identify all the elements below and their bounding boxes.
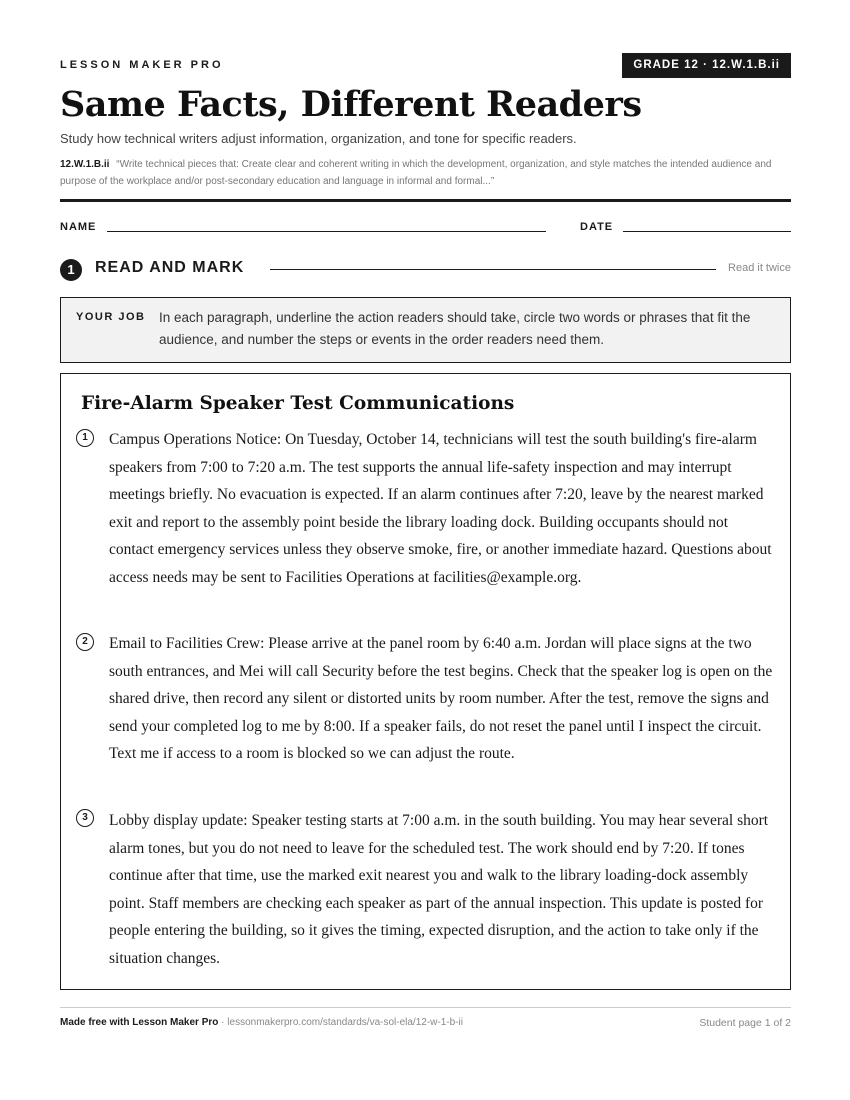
section-note: Read it twice [728, 262, 791, 274]
name-field[interactable] [107, 231, 546, 232]
paragraph-3: Lobby display update: Speaker testing starts at 7:00 a.m. in the south building. You may hear several short alarm tones, but you do not need to leave for the scheduled test. The work should end by 7:20. If tones continue after that time, use the marked exit nearest you and walk to the library loading-dock assembly point. Staff members are checking each speaker as part of the annual inspection. This update is posted for people entering the building, so it gives the timing, expected disruption, and the action to take only if the situation changes. [109, 812, 769, 967]
section-divider [270, 269, 716, 270]
footer-url[interactable]: lessonmakerpro.com/standards/va-sol-ela/12-w-1-b-ii [227, 1017, 463, 1028]
footer-page-number: Student page 1 of 2 [699, 1017, 791, 1029]
instructions-label: YOUR JOB [76, 311, 146, 323]
passage-box [60, 373, 791, 990]
standard-code: 12.W.1.B.ii [60, 159, 110, 170]
section-number-badge: 1 [60, 259, 82, 281]
footer-credit [60, 1017, 463, 1028]
paragraph-number-1: 1 [76, 429, 94, 447]
grade-badge: GRADE 12 · 12.W.1.B.ii [622, 53, 791, 78]
passage-title: Fire-Alarm Speaker Test Communications [81, 393, 515, 414]
footer-separator: · [218, 1017, 228, 1028]
standard-statement [60, 156, 791, 190]
page-subtitle: Study how technical writers adjust information, organization, and tone for specific readers. [60, 131, 577, 146]
header-divider [60, 199, 791, 202]
date-label: DATE [580, 221, 614, 233]
footer-divider [60, 1007, 791, 1008]
worksheet-page [60, 0, 791, 1100]
paragraph-1: Campus Operations Notice: On Tuesday, October 14, technicians will test the south building's fire-alarm speakers from 7:00 to 7:20 a.m. The test supports the annual life-safety inspection and may interrupt meetings briefly. No evacuation is expected. If an alarm continues after 7:20, leave by the nearest marked exit and report to the assembly point beside the library loading dock. Building occupants should not contact emergency services unless they observe smoke, fire, or another immediate hazard. Questions about access needs may be sent to Facilities Operations at facilities@example.org. [109, 431, 772, 586]
brand-name: LESSON MAKER PRO [60, 59, 224, 71]
instructions-box [60, 297, 791, 363]
section-title: READ AND MARK [95, 259, 245, 276]
paragraph-number-2: 2 [76, 633, 94, 651]
paragraph-number-3: 3 [76, 809, 94, 827]
name-label: NAME [60, 221, 97, 233]
date-field[interactable] [623, 231, 791, 232]
page-title: Same Facts, Different Readers [60, 84, 642, 125]
paragraph-2: Email to Facilities Crew: Please arrive at the panel room by 6:40 a.m. Jordan will place signs at the two south entrances, and Mei will call Security before the test begins. Check that the speaker log is open on the shared drive, then record any silent or distorted units by room number. After the test, remove the signs and send your completed log to me by 8:00. If a speaker fails, do not reset the panel until I inspect the circuit. Text me if access to a room is blocked so we can adjust the route. [109, 635, 773, 762]
footer-made-with: Made free with Lesson Maker Pro [60, 1017, 219, 1028]
instructions-text: In each paragraph, underline the action readers should take, circle two words or phrases that fit the audience, and number the steps or events in the order readers need them. [159, 310, 751, 347]
standard-text: “Write technical pieces that: Create clear and coherent writing in which the development, organization, and style matches the intended audience and purpose of the workplace and/or post-secondary education and language in informal and formal...” [60, 159, 772, 187]
